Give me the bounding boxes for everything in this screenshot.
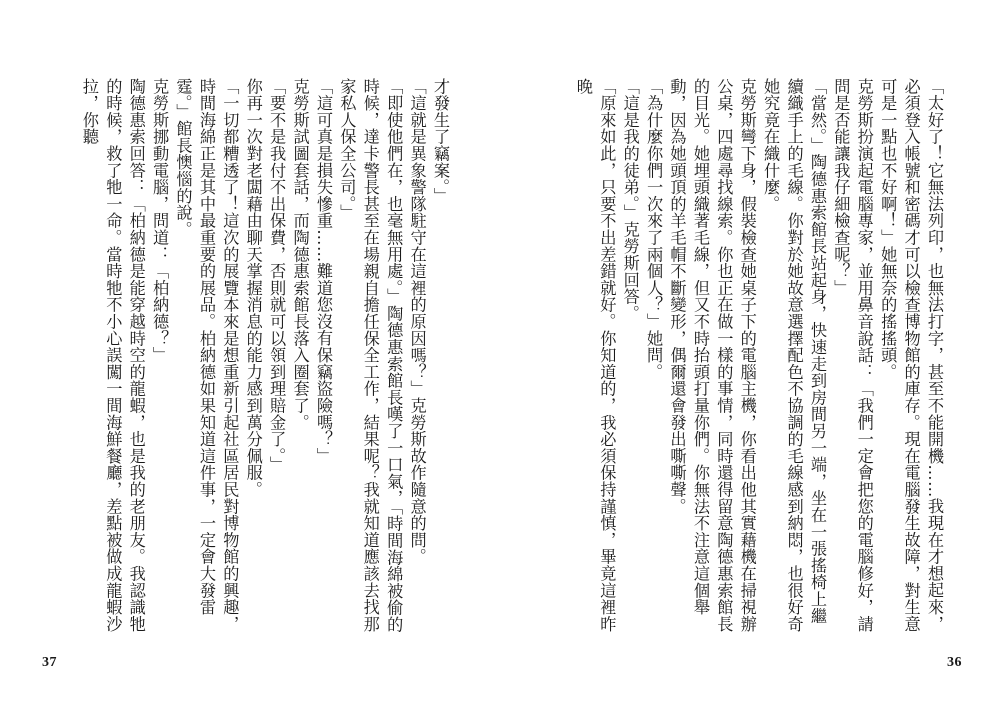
paragraph: 克勞斯挪動電腦，問道：「柏納德？」 [150,78,170,364]
paragraph: 陶德惠索回答：「柏納德是能穿越時空的龍蝦，也是我的老朋友。我認識牠的時候，救了牠一命。當時牠不小心誤闖一間海鮮餐廳，差點被做成龍蝦沙拉，你聽 [79,78,146,633]
paragraph: 克勞斯彎下身，假裝檢查她桌子下的電腦主機，你看出他其實藉機在掃視辦公桌，四處尋找線索。你也正在做一樣的事情，同時還得留意陶德惠索館長的目光。她埋頭織著毛線，但又不時抬頭打量你們。你無法不注意這個舉動，因為她頭頂的羊毛帽不斷變形，偶爾還會發出嘶嘶聲。 [667,78,757,633]
paragraph: 「要不是我付不出保費，否則就可以領到理賠金了。」 [267,78,287,474]
paragraph: 「即使他們在，也毫無用處。」陶德惠索館長嘆了一口氣，「時間海綿被偷的時候，達卡警長甚至在場親自擔任保全工作，結果呢？我就知道應該去找那家私人保全公司。」 [337,78,404,633]
paragraph: 「為什麼你們一次來了兩個人？」她問。 [644,78,664,381]
paragraph: 克勞斯試圖套話，而陶德惠索館長落入圈套了。 [290,78,310,431]
paragraph: 「當然。」陶德惠索館長站起身，快速走到房間另一端，坐在一張搖椅上繼續織手上的毛線。你對於她故意選擇配色不協調的毛線感到納悶，也很好奇她究竟在織什麼。 [761,78,827,633]
page-number-right: 36 [947,655,962,670]
right-page [500,0,1000,709]
paragraph: 「這是我的徒弟。」克勞斯回答。 [620,78,640,322]
paragraph: 「這就是異象警隊駐守在這裡的原因嗎？」克勞斯故作隨意的問。 [407,78,427,566]
paragraph: 克勞斯扮演起電腦專家，並用鼻音說話：「我們一定會把您的電腦修好，請問是否能讓我仔細檢查呢？」 [831,78,874,633]
right-page-text [546,78,946,638]
paragraph: 「太好了！它無法列印，也無法打字，甚至不能開機……我現在才想起來，必須登入帳號和密碼才可以檢查博物館的庫存。現在電腦發生故障，對生意可是一點也不好啊！」她無奈的搖搖頭。 [878,78,944,633]
page-number-left: 37 [42,655,57,670]
left-page-text [42,78,452,638]
paragraph: 「原來如此，只要不出差錯就好。你知道的，我必須保持謹慎，畢竟這裡昨晚 [573,78,617,633]
paragraph: 你再一次對老闆藉由聊天掌握消息的能力感到萬分佩服。 [243,78,263,498]
paragraph: 才發生了竊案。」 [431,78,450,205]
paragraph: 「這可真是損失慘重……難道您沒有保竊盜險嗎？」 [313,78,333,465]
paragraph: 「一切都糟透了！這次的展覽本來是想重新引起社區居民對博物館的興趣，時間海綿正是其中最重要的展品。柏納德如果知道這件事，一定會大發雷霆。」館長懊惱的說。 [173,78,240,633]
